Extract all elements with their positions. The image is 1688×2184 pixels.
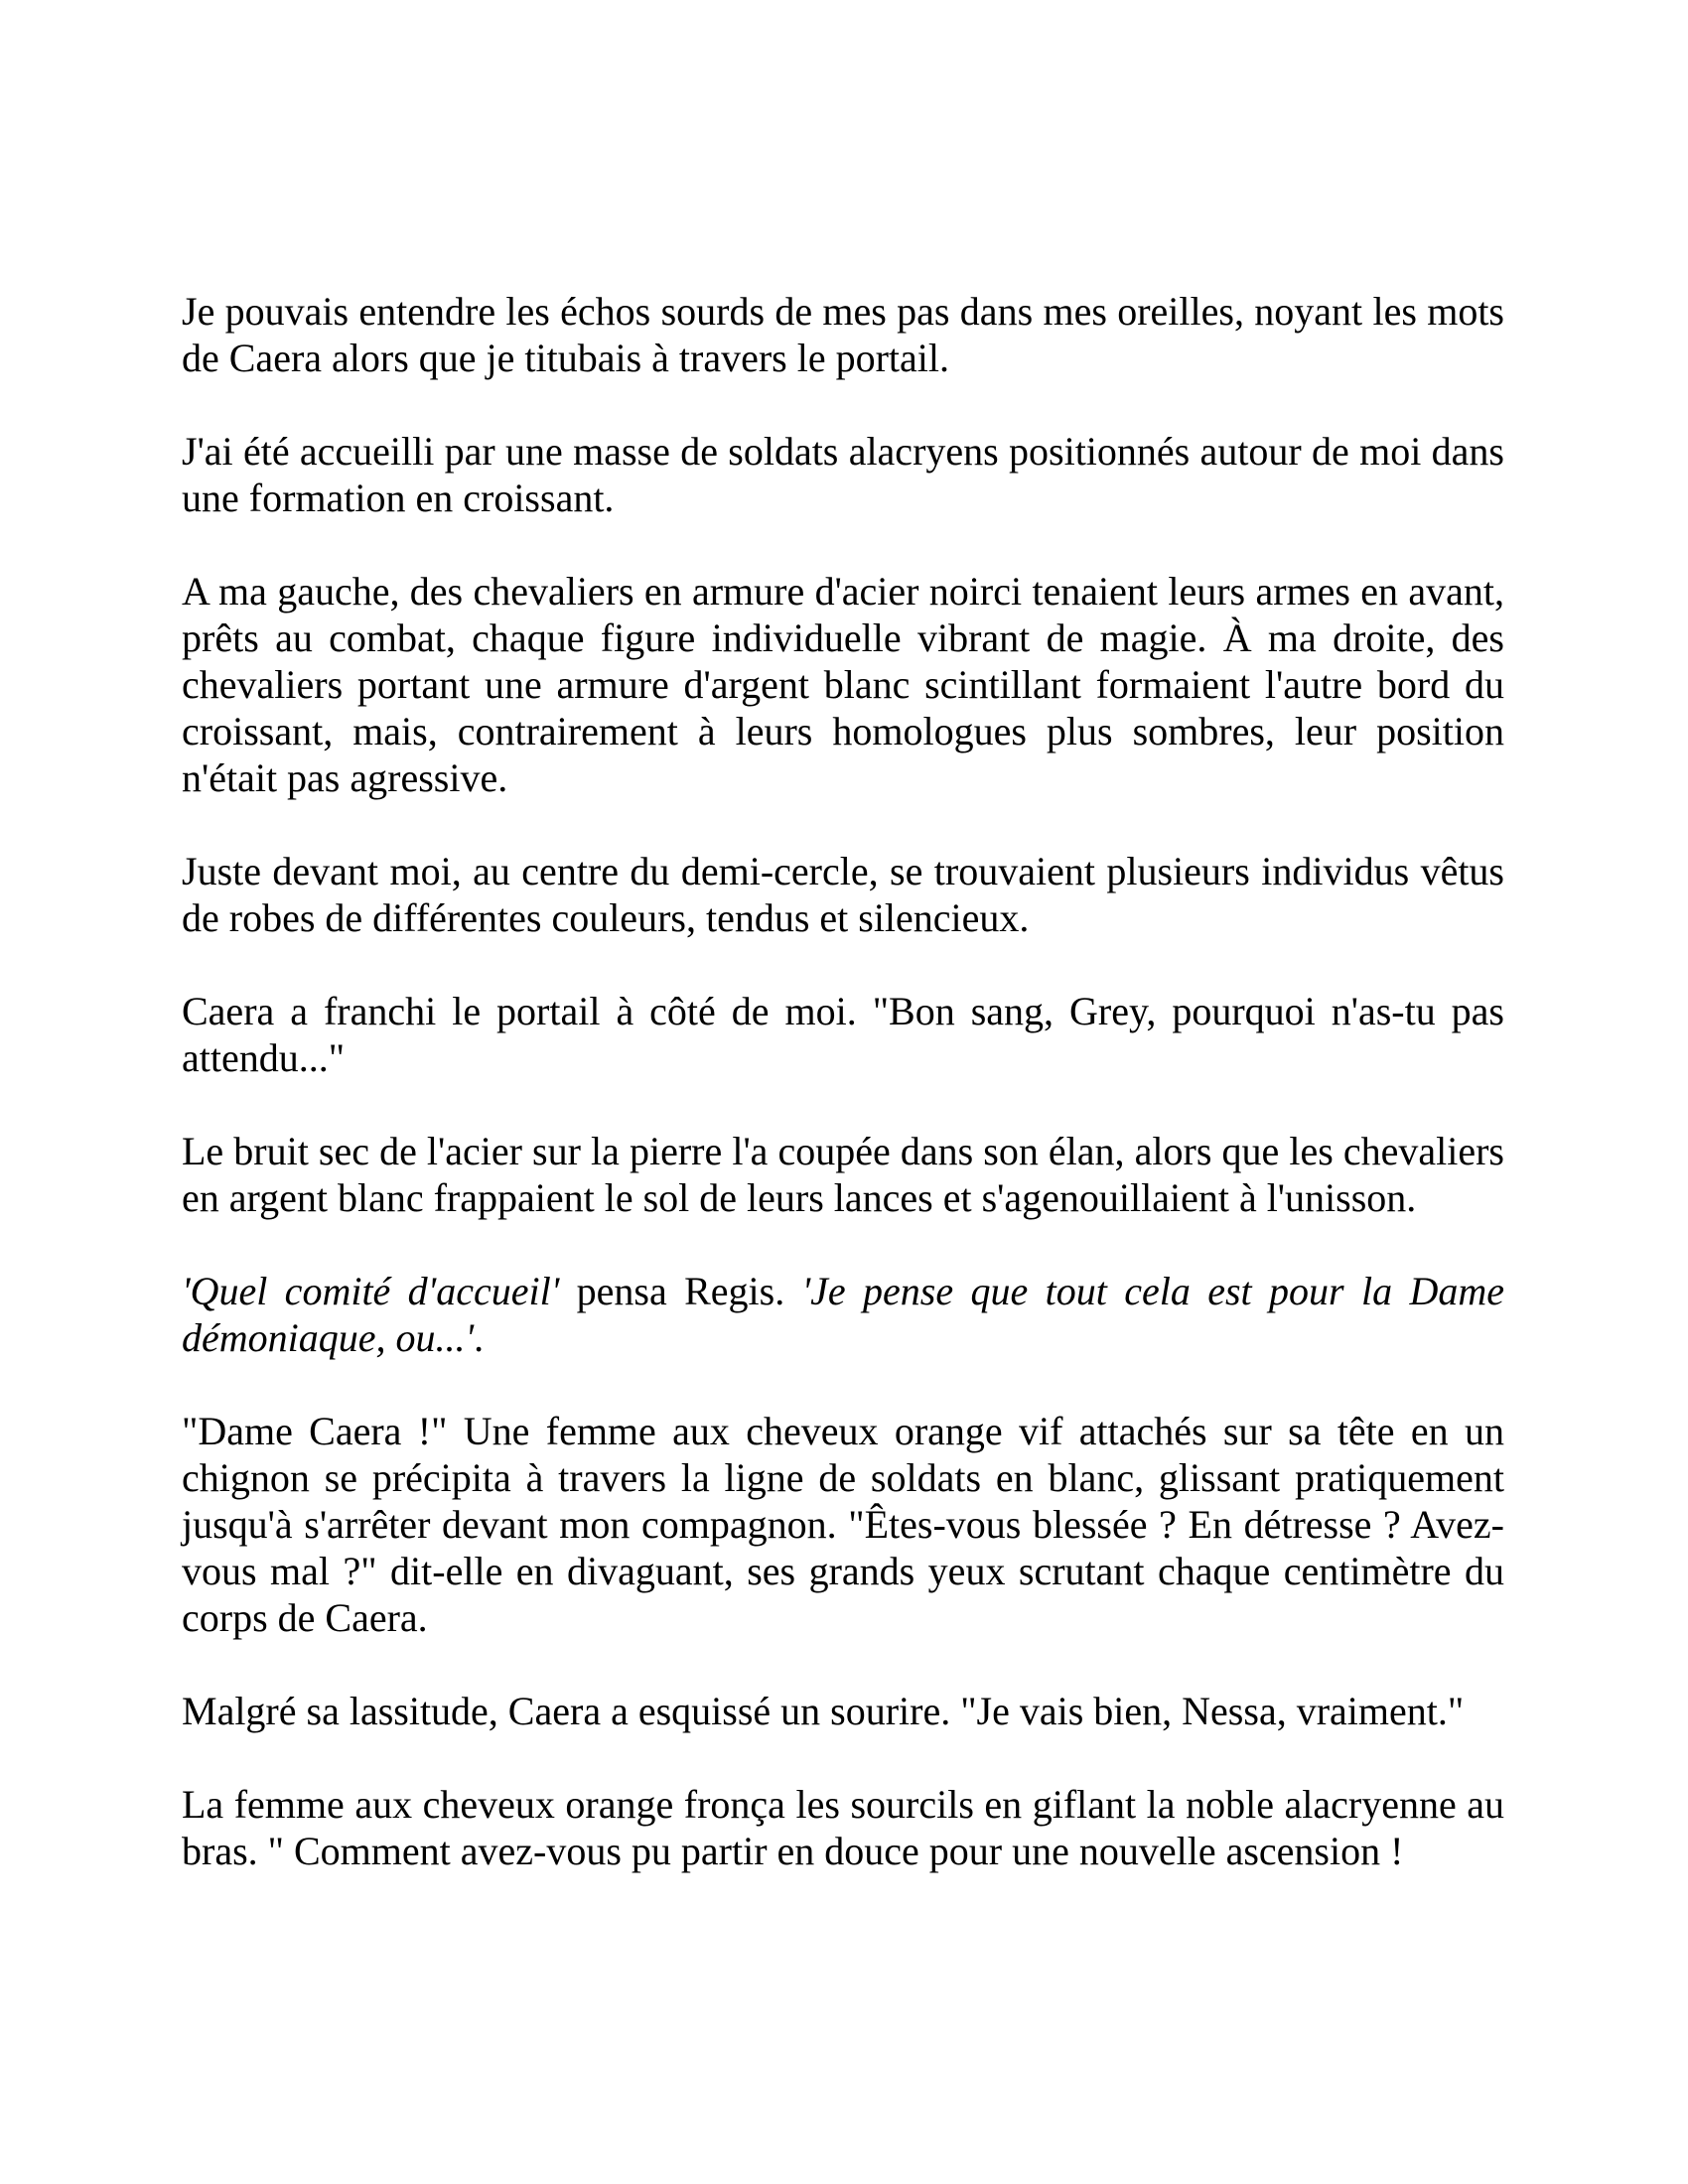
paragraph-8: "Dame Caera !" Une femme aux cheveux orange vif attachés sur sa tête en un chignon se précipita à travers la ligne de soldats en blanc, glissant pratiquement jusqu'à s'arrêter devant mon compagnon. "Êtes-vous blessée ? En détresse ? Avez-vous mal ?" dit-elle en divaguant, ses grands yeux scrutant chaque centimètre du corps de Caera. [182,1409,1504,1640]
paragraph-2: J'ai été accueilli par une masse de soldats alacryens positionnés autour de moi dans une formation en croissant. [182,429,1504,520]
paragraph-6: Le bruit sec de l'acier sur la pierre l'a coupée dans son élan, alors que les chevaliers en argent blanc frappaient le sol de leurs lances et s'agenouillaient à l'unisson. [182,1129,1504,1220]
text-column [182,288,1504,1921]
paragraph-1: Je pouvais entendre les échos sourds de mes pas dans mes oreilles, noyant les mots de Caera alors que je titubais à travers le portail. [182,289,1504,380]
narration-text: pensa Regis. [559,1269,802,1313]
paragraph-7 [182,1268,1504,1361]
narration-text: . [474,1315,485,1360]
thought-italic-text: 'Je pense que tout cela est pour la Dame démoniaque, ou...' [182,1269,1504,1360]
paragraph-9: Malgré sa lassitude, Caera a esquissé un sourire. "Je vais bien, Nessa, vraiment." [182,1689,1465,1733]
paragraph-10: La femme aux cheveux orange fronça les sourcils en giflant la noble alacryenne au bras. " Comment avez-vous pu partir en douce pour une nouvelle ascension ! [182,1782,1504,1873]
paragraph-3: A ma gauche, des chevaliers en armure d'acier noirci tenaient leurs armes en avant, prêts au combat, chaque figure individuelle vibrant de magie. À ma droite, des chevaliers portant une armure d'argent blanc scintillant formaient l'autre bord du croissant, mais, contrairement à leurs homologues plus sombres, leur position n'était pas agressive. [182,569,1504,800]
paragraph-4: Juste devant moi, au centre du demi-cercle, se trouvaient plusieurs individus vêtus de robes de différentes couleurs, tendus et silencieux. [182,849,1504,940]
paragraph-5: Caera a franchi le portail à côté de moi. "Bon sang, Grey, pourquoi n'as-tu pas attendu..." [182,989,1504,1080]
thought-italic-text: 'Quel comité d'accueil' [182,1269,560,1313]
